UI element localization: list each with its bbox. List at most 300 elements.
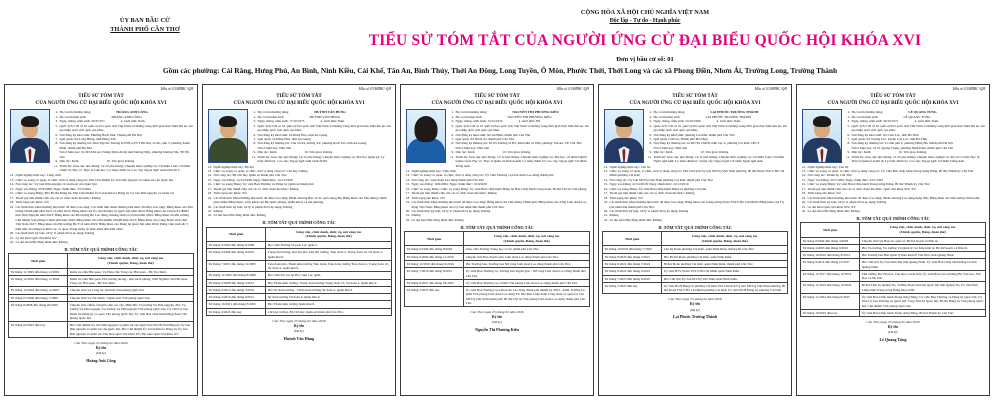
bio-mp-terms: 21. Không	[405, 213, 421, 218]
bio-home-town: 7. Quê quán: Xã Nhơn Ái, thành phố Cần Thơ	[451, 136, 515, 141]
cell-time: Từ tháng 11/2019 đến tháng 10/2024	[801, 282, 860, 294]
bio-rewards: 19. Các hình thức khen thưởng nhà nước đã được trao tặng: Huân chương Lao động hạng Nhì; Bằng khen của Thủ tướng Chính phủ.	[801, 195, 981, 200]
cell-work: Giáo viên Trường Trung học cơ sở, thành phố Cần Thơ.	[464, 246, 590, 253]
card-title-line1: TIỂU SỬ TÓM TẮT	[870, 93, 916, 100]
bio-health: 18. Tình trạng sức khỏe: Tốt	[603, 195, 643, 200]
cell-time: Từ tháng 7/2025 đến nay	[603, 282, 662, 294]
cell-work: Bí thư Tỉnh ủy Quảng Trị, Trưởng Đoàn đại biểu Quốc hội tỉnh Quảng Trị, Ủy viên Ban Chấp hành Trung ương Đảng khóa XIII.	[860, 282, 986, 294]
signature-signed-note: (Đã ký)	[492, 320, 502, 325]
bio-dob-gender: 3. Ngày, tháng, năm sinh: 20/3/1971 4. Giới tính: Nam.	[55, 119, 146, 124]
bio-organizations: 17. Tham gia làm thành viên của các tổ chức đoàn thể khác: Không	[207, 186, 299, 191]
card-title-line1: TIỂU SỬ TÓM TẮT	[276, 93, 322, 100]
form-code: Mẫu số 03/HĐBC-QH	[358, 87, 391, 91]
table-row	[603, 246, 788, 253]
bio-occupation: 12. Nghề nghiệp hiện nay: Cán bộ	[603, 164, 651, 169]
bio-birth-place: 6. Nơi đăng ký khai sinh: Phường Bạch Mai, Thành phố Hà Nội	[55, 132, 142, 137]
bio-occupation: 12. Nghề nghiệp hiện nay: Viên chức	[405, 169, 457, 174]
bio-birth-place: 6. Nơi đăng ký khai sinh: phường Cái Khế, thành phố Cần Thơ	[649, 132, 735, 137]
cell-time: Từ tháng 9/2014 đến tháng 10/2017	[801, 259, 860, 271]
signature-signed-note: (Đã ký)	[888, 330, 898, 335]
bio-occupation: 12. Nghề nghiệp hiện nay: Cán bộ	[801, 164, 849, 169]
bio-position: 13. Chức vụ trong cơ quan, tổ chức, đơn vị đang công tác: Phó Chủ tịch Ủy ban MTTQ Việt Nam phường, Bí thư Đoàn TNCS Hồ Chí Minh phường Cái Khế	[603, 169, 785, 178]
signature-place-date: Cần Thơ, ngày 25 tháng 02 năm 2026	[866, 320, 920, 325]
card-title	[206, 93, 392, 107]
cell-time: Từ tháng 12/2002 đến tháng 11/2004	[9, 275, 68, 287]
table-row	[9, 268, 194, 275]
bio-name-birth: 2. Họ và tên khai sinh LÊ QUANG TÙNG	[847, 114, 931, 119]
card-title-line2: CỦA NGƯỜI ỨNG CỬ ĐẠI BIỂU QUỐC HỘI KHÓA XVI	[827, 99, 959, 106]
col-work: Công việc, chức danh, chức vụ, nơi công tác (Chính quyền, Đảng, đoàn thể)	[860, 223, 986, 237]
cell-time: Từ tháng 8/2008 đến tháng 02/2020	[9, 301, 68, 321]
bio-items-top	[53, 109, 194, 172]
bio-education: 11. Trình độ: Giáo dục phổ thông: 12/12 phổ thông; Chuyên môn, nghiệp vụ: Kỹ sư Cơ khí; Học vị: Tiến sĩ Quản trị Kinh tế; Lý luận chính trị: Cao cấp; Ngoại ngữ: Cử nhân Tiếng Anh.	[845, 154, 981, 164]
table-row	[207, 241, 392, 248]
cell-time: Từ tháng 02/2025 đến nay	[9, 322, 68, 338]
work-history-table	[800, 222, 986, 317]
work-history-table	[602, 231, 788, 294]
cell-time: Từ tháng 9/1996 đến tháng 6/2001	[207, 249, 266, 261]
cell-time: Từ tháng 11/2005 đến tháng 8/2008	[207, 272, 266, 279]
table-row	[405, 246, 590, 253]
col-time: Thời gian	[207, 227, 266, 241]
identity-block	[8, 109, 194, 172]
cell-time: Từ tháng 10/2010 đến tháng 8/2014	[801, 252, 860, 259]
work-history-title: II. TÓM TẮT QUÁ TRÌNH CÔNG TÁC	[460, 224, 534, 230]
col-work: Công việc, chức danh, chức vụ, nơi công tác (Chính quyền, Đảng, đoàn thể)	[68, 254, 194, 268]
work-history-title: II. TÓM TẮT QUÁ TRÌNH CÔNG TÁC	[64, 246, 138, 252]
signature-label: Ký tên	[491, 315, 503, 320]
cell-work: Ủy viên Ban Chấp hành Trung ương Đảng, Bí thư Thành ủy Cần Thơ.	[860, 309, 986, 316]
bio-education: 11. Trình độ: Giáo dục phổ thông: 12/12 phổ thông; Chuyên môn, nghiệp vụ: Đại học, cử nhân Người nghèo Luật; Học vị: Thạc sĩ Quản trị kinh doanh; Lý luận chính trị: Cao cấp; Ngoại ngữ: Cử nhân Tiếng Anh.	[449, 154, 587, 168]
work-history-title: II. TÓM TẮT QUÁ TRÌNH CÔNG TÁC	[856, 215, 930, 221]
bio-nationality: 5. Quốc tịch: Chỉ có 01 quốc tịch là quốc tịch Việt Nam và không trong thời gian thực hiện thủ tục xin gia nhập quốc tịch quốc gia khác.	[451, 123, 589, 133]
bio-items-bottom	[206, 165, 392, 218]
bio-dob-gender: 3. Ngày, tháng, năm sinh: 24/10/1996 4. Giới tính: Nam.	[649, 119, 741, 124]
table-row	[405, 287, 590, 307]
cell-work: Ủy viên Ban Chấp hành Trung ương Đảng, Ủy viên Ban Thường vụ Đảng ủy Quốc hội, Ủy viên Ủy ban Thường vụ Quốc hội, Tổng Thư ký Quốc hội, Bí thư Đảng ủy Văn phòng Quốc hội, Chủ nhiệm Văn phòng Quốc hội.	[860, 294, 986, 310]
card-title-line2: CỦA NGƯỜI ỨNG CỬ ĐẠI BIỂU QUỐC HỘI KHÓA XVI	[35, 99, 167, 106]
bio-ethnicity-religion: 9. Dân tộc: Kinh 10. Tôn giáo: Không	[55, 159, 135, 164]
authority-line-2: THÀNH PHỐ CẦN THƠ	[110, 26, 180, 34]
form-code: Mẫu số 03/HĐBC-QH	[754, 87, 787, 91]
bio-items-top	[647, 109, 788, 163]
photo-hair	[21, 116, 39, 127]
cell-work: Chuyên viên Vụ Công tác đại biểu Văn phòng Quốc hội.	[68, 287, 194, 294]
candidate-photo	[208, 109, 248, 163]
national-header	[290, 8, 1000, 63]
bio-council: 22. Là đại biểu Hội đồng nhân dân: Không	[801, 208, 860, 213]
bio-occupation: 12. Nghề nghiệp hiện nay: Công chức	[9, 173, 62, 178]
table-header-row	[405, 232, 590, 246]
table-row	[207, 294, 392, 301]
bio-name-birth: 2. Họ và tên khai sinh HUỲNH VĂN HÙNG	[253, 114, 341, 119]
bio-ethnicity-religion: 9. Dân tộc: Kinh 10. Tôn giáo: Không	[649, 150, 729, 155]
bio-workplace: 14. Nơi công tác: Liên đoàn Lao động thành phố Cần Thơ	[405, 177, 485, 182]
bio-rewards: 19. Các hình thức khen thưởng nhà nước đã được trao tặng: Huân chương Bảo vệ Tổ quốc hạng Ba; Bằng khen của Thủ tướng Chính phủ; nhiều Bằng khen, Giấy khen của Bộ Quốc phòng, Quân khu 9 và địa phương.	[207, 195, 387, 205]
cell-work: Học viên đào tạo tại Học viện Lục quân.	[266, 272, 392, 279]
cell-time: Từ tháng 01/2008 đến tháng 7/2008	[9, 294, 68, 301]
bio-mp-terms: 21. Là đại biểu Quốc hội khóa XIV, XV	[801, 204, 856, 209]
bio-party-date: 15. Ngày vào Đảng: 10/9/2004; Ngày chính thức: 10/9/2005	[405, 182, 488, 187]
signature-place-date: Cần Thơ, ngày 25 tháng 02 năm 2026	[668, 297, 722, 302]
cell-time: Từ tháng 10/2021 đến tháng 3/2025	[207, 301, 266, 308]
identity-block	[800, 109, 986, 163]
signature-block	[800, 320, 986, 343]
bio-rewards: 19. Các hình thức khen thưởng nhà nước đã được trao tặng: Các hình thức khen thưởng nhà nước đã được trao tặng: Bằng khen của Thủ tướng Chính phủ năm 2021 và năm 2023; Bằng khen của Ủy ban thường vụ Quốc hội năm 2024; Bằng khen của Chủ tịch UBND tỉnh Thái Nguyên năm 2023; Bằng khen của Bộ trưởng Bộ Lao động, thương binh và xã hội năm 2024; Bằng khen của Bộ trưởng Chủ nhiệm Văn phòng Chính phủ năm 2020; Bằng khen của Chủ nhiệm VPQH năm 2013; Bằng khen của Công Đoàn viên chức Việt Nam 2017; Bằng khen của Bộ trưởng Bộ Y tế năm 2019; Bằng khen của Đảng bộ Quốc hội năm 2024; Đảng viên xuất sắc 5 năm liền của Đảng bộ khối các cơ quan Trung ương về năm 2024 đến năm 2022.	[9, 204, 193, 231]
card-title	[8, 93, 194, 107]
cell-work: Kiểm tra viên Hải quan, Vụ Pháp chế, Tổng cục Hải quan - Bộ Tài chính.	[68, 268, 194, 275]
col-time: Thời gian	[405, 232, 464, 246]
republic-name: CỘNG HÒA XÃ HỘI CHỦ NGHĨA VIỆT NAM	[580, 9, 710, 16]
bio-birth-place: 6. Nơi đăng ký khai sinh: xã Đồng Hòa, tỉnh An Giang	[253, 132, 328, 137]
table-row	[207, 308, 392, 315]
cell-work: Cán bộ Đoàn phường Cái Khế, quận Ninh Kiều, thành phố Cần Thơ.	[662, 246, 788, 253]
cell-time: Từ tháng 9/2008 đến tháng 5/2012	[207, 279, 266, 286]
bio-items-bottom	[404, 169, 590, 222]
signature-name: Nguyễn Thị Phương Kiều	[475, 327, 519, 333]
bio-organizations: 17. Tham gia làm thành viên của các tổ chức đoàn thể khác: Không	[405, 191, 497, 196]
cell-work: Ủy viên BTV Đoàn TNCS Hồ Chí Minh quận Ninh Kiều.	[662, 268, 788, 275]
bio-dob-gender: 3. Ngày, tháng, năm sinh: 17/10/1975 4. Giới tính: Nam.	[253, 119, 345, 124]
bio-council: 22. Là đại biểu Hội đồng nhân dân: Không	[603, 217, 662, 222]
bio-party-date: 15. Ngày vào Đảng: 14/12/1998; Ngày chính thức: 14/12/1999	[207, 177, 293, 182]
signature-block	[8, 341, 194, 364]
table-header-row	[603, 232, 788, 246]
bio-residence: 8. Nơi đăng ký thường trú: Số 83, Đường số B3, Khu Dân cư 91B, phường Tân An, TP. Cần Thơ Nơi ở hiện nay: Như trên	[451, 141, 582, 150]
bio-mp-terms: 21. Không	[207, 208, 223, 213]
bio-birth-place: 6. Nơi đăng ký khai sinh: Xã An Bình, thành phố Cần Thơ	[451, 132, 531, 137]
bio-workplace: 14. Nơi công tác: Bộ Chỉ huy Quân sự thành phố Cần Thơ	[207, 173, 287, 178]
candidate-photo	[802, 109, 842, 163]
bio-residence: 8. Nơi đăng ký thường trú: số 487/39 CMT8, Khu vực 4, phường Cái Khế, TP.CT Nơi ở hiện nay: Như trên	[649, 141, 760, 150]
cell-work: Chuyên viên Vụ Hợp tác quốc tế, Bộ Kế hoạch và Đầu tư.	[860, 237, 986, 244]
table-row	[801, 282, 986, 294]
cell-time: Từ tháng 4/2025 đến nay	[207, 308, 266, 315]
bio-home-town: 7. Quê quán: Cẩm Lệ, Thành phố Đà Nẵng	[649, 136, 708, 141]
form-code: Mẫu số 03/HĐBC-QH	[160, 87, 193, 91]
cell-work: Sư đoàn trưởng Sư đoàn 4, Quân khu 9.	[266, 294, 392, 301]
signature-signed-note: (Đã ký)	[690, 307, 700, 312]
bio-items-bottom	[602, 165, 788, 223]
cell-work: Thứ trưởng Bộ Văn hóa, Thể thao và Du lịch; Ủy viên Ban Cán sự Đảng Bộ Văn hóa, Thể thao và Du lịch.	[860, 270, 986, 282]
bio-organizations: 17. Tham gia làm thành viên của các tổ chức đoàn thể khác: Quốc hội khóa XIV, XV	[801, 186, 917, 191]
bio-residence: 8. Nơi đăng ký thường trú: Căn 5b-P4, đường 3/2, phường Rạch Giá, tỉnh An Giang Nơi ở hiện nay: Như trên	[253, 141, 367, 150]
table-header-row	[801, 223, 986, 237]
photo-hair	[813, 116, 831, 127]
card-title-line2: CỦA NGƯỜI ỨNG CỬ ĐẠI BIỂU QUỐC HỘI KHÓA XVI	[233, 99, 365, 106]
bio-name-used: 1. Họ và tên thường dùng LẠI PHƯỚC TRƯỜNG THÀNH	[649, 110, 759, 115]
photo-hair	[615, 116, 633, 127]
col-time: Thời gian	[603, 232, 662, 246]
bio-health: 18. Tình trạng sức khỏe: Tốt	[405, 195, 445, 200]
table-row	[207, 260, 392, 272]
bio-residence: 8. Nơi đăng ký thường trú: Tổ dân phố 4, phường Hồng Hà, thành phố Hà Nội Nơi ở hiện nay: số 01 Quang Trung, phường Ninh Kiều, thành phố Cần Thơ	[847, 141, 954, 150]
cell-time: Từ tháng 7/2001 đến tháng 10/2005	[207, 260, 266, 272]
work-history-table	[206, 227, 392, 316]
authority-line-1: ỦY BAN BẦU CỬ	[119, 17, 171, 24]
table-row	[9, 287, 194, 294]
table-row	[405, 253, 590, 260]
col-time: Thời gian	[9, 254, 68, 268]
cell-time: Từ tháng 7/2023 đến tháng 6/2025	[603, 275, 662, 282]
cell-time: Từ tháng 8/2022 đến tháng 6/2023	[603, 268, 662, 275]
cell-work: Chuyên viên Ban Tuyên giáo Liên đoàn Lao động thành phố Cần Thơ.	[464, 253, 590, 260]
signature-place-date: Cần Thơ, ngày 25 tháng 02 năm 2026	[74, 340, 128, 345]
col-work: Công việc, chức danh, chức vụ, nơi công tác (Chính quyền, Đảng, đoàn thể)	[266, 227, 392, 241]
bio-council: 22. Là đại biểu Hội đồng nhân dân: Không	[405, 217, 464, 222]
cell-time: Từ tháng 6/2012 đến tháng 3/2016	[207, 286, 266, 293]
cell-time: Từ tháng 9/1999 đến tháng 8/2004	[405, 246, 464, 253]
bio-organizations: 17. Tham gia làm thành viên của các tổ chức đoàn thể khác: Không	[603, 191, 695, 196]
form-code: Mẫu số 03/HĐBC-QH	[556, 87, 589, 91]
table-row	[603, 253, 788, 260]
work-history-body	[801, 237, 986, 317]
bio-home-town: 7. Quê quán: Xã Long Hưng, tỉnh Hưng Yên	[55, 136, 116, 141]
bio-rewards: 19. Các hình thức khen thưởng nhà nước đã được trao tặng: Bằng khen của Thủ tướng Chính phủ; Bằng khen của Tổng Liên đoàn Lao động Việt Nam; Bằng khen của Ủy ban nhân dân thành phố Cần Thơ.	[405, 200, 587, 209]
work-history-title: II. TÓM TẮT QUÁ TRÌNH CÔNG TÁC	[658, 224, 732, 230]
bio-nationality: 5. Quốc tịch: Chỉ có 01 quốc tịch là quốc tịch Việt Nam và không trong thời gian thực hiện thủ tục xin gia nhập quốc tịch quốc gia khác.	[253, 123, 391, 133]
bio-discipline: 20. Các hình thức kỷ luật, xử lý vi phạm đã bị áp dụng: Không	[9, 231, 95, 236]
identity-block	[602, 109, 788, 163]
table-header-row	[9, 254, 194, 268]
table-row	[9, 322, 194, 338]
col-time: Thời gian	[801, 223, 860, 237]
bio-education: 11. Trình độ: Giáo dục phổ thông: 12/12 phổ thông; Chuyên môn, nghiệp vụ: Đại học Quân sự; Lý luận chính trị: Cao cấp; Ngoại ngữ: Anh trình độ B1.	[251, 154, 385, 164]
work-history-table	[8, 253, 194, 337]
cell-time: Từ tháng 10/2018 đến tháng 7/2020	[603, 246, 662, 253]
table-row	[9, 275, 194, 287]
bio-party-position: 16. Chức vụ trong Đảng: Chức vụ trong Đảng: Ủy viên Ban Chấp hành Đảng bộ Ban Chấp hành Công đoàn, Bí thư Chi bộ Văn phòng	[405, 186, 587, 191]
bio-name-used: 1. Họ và tên thường dùng NGUYỄN THỊ PHƯƠNG KIỀU	[451, 110, 559, 115]
cell-time: Từ tháng 9/2021 đến tháng 02/2025	[405, 279, 464, 286]
bio-workplace: 14. Nơi công tác: Ủy ban Dân nguyện và Giám sát của Quốc hội	[9, 182, 97, 187]
signature-signed-note: (Đã ký)	[96, 351, 106, 356]
bio-party-date: 15. Ngày vào Đảng: 22/12/2018; Ngày chính thức: 22/12/2019	[603, 182, 689, 187]
bio-name-used: 1. Họ và tên thường dùng HOÀNG ANH CÔNG	[55, 110, 148, 115]
bio-home-town: 7. Quê quán: xã Đồng Hòa, tỉnh An Giang	[253, 136, 311, 141]
bio-dob-gender: 3. Ngày, tháng, năm sinh: 30/10/1971 4. Giới tính: Nam.	[847, 119, 939, 124]
table-row	[207, 301, 392, 308]
bio-party-position: 16. Chức vụ trong Đảng: Ủy viên Ban Chấp hành Trung ương Đảng, Bí thư Thành ủy Cần Thơ	[801, 182, 930, 187]
bio-workplace: 14. Nơi công tác: Ủy ban MTTQ Việt Nam phường Cái Khế, thành phố Cần Thơ	[603, 177, 713, 182]
signature-block	[602, 297, 788, 320]
table-row	[405, 279, 590, 286]
bio-items-bottom	[8, 173, 194, 244]
identity-block	[206, 109, 392, 163]
table-row	[603, 275, 788, 282]
bio-name-birth: 2. Họ và tên khai sinh HOÀNG ANH CÔNG	[55, 114, 142, 119]
cell-time: Từ tháng 11/2017 đến tháng 10/2019	[801, 270, 860, 282]
candidate-photo	[604, 109, 644, 163]
work-history-body	[207, 241, 392, 315]
candidate-card-2	[202, 84, 396, 396]
cell-time: Từ tháng 10/2025 đến nay	[801, 309, 860, 316]
bio-mp-terms: 21. Là đại biểu Quốc hội khóa XV	[9, 235, 57, 240]
table-header-row	[207, 227, 392, 241]
cell-work: Phó Chủ nhiệm Ủy ban Dân nguyện và giám sát của Quốc hội, Phó Bí thư Đảng ủy Ủy ban Dân nguyện và giám sát của Quốc hội, Phó Chủ nhiệm Ủy ban Kiểm tra Đảng ủy Ủy ban Dân nguyện và giám sát, Đại biểu Quốc hội khóa XV, Đại biểu Quốc hội khóa XV.	[68, 322, 194, 338]
signature-name: Lại Phước Trường Thành	[672, 314, 718, 320]
candidate-card-1	[4, 84, 198, 396]
bio-birth-place: 6. Nơi đăng ký khai sinh: Xã Cam Lộc, tỉnh Hà Tĩnh	[847, 132, 919, 137]
bio-discipline: 20. Các hình thức kỷ luật, xử lý vi phạm đã bị áp dụng: Không	[801, 200, 887, 205]
cell-time: Từ tháng 4/2016 đến tháng 9/2021	[207, 294, 266, 301]
election-unit: Đơn vị bầu cử số: 01	[616, 55, 674, 63]
cell-work: Ủy viên Ban Thường vụ, Trưởng ban Tuyên giáo - Nữ công Liên đoàn Lao động thành phố Cần Thơ.	[464, 268, 590, 280]
signature-block	[206, 319, 392, 342]
bio-residence: 8. Nơi đăng ký thường trú: Khu Tập thể Trường KTNN-GTVT Hà Nội, số 40, cụm 3, phường Xuân Đỉnh, thành phố Hà Nội Nơi ở hiện nay: Số D3/L84 An Vượng (Khu đô thị mới Dương Nội), phường Dương Nội, TP. Hà Nội	[55, 141, 190, 159]
table-row	[603, 268, 788, 275]
signature-name: Lê Quang Tùng	[879, 337, 907, 343]
bio-position: 13. Chức vụ trong cơ quan, tổ chức, đơn vị đang công tác: Ủy viên Ban chấp hành Trung ương Đảng, Bí thư Thành ủy Cần Thơ	[801, 169, 974, 174]
candidate-card-4	[598, 84, 792, 396]
cell-work: Phó Tham mưu trưởng, Trung đoàn trưởng Trung đoàn 10, Sư đoàn 4, Quân khu 9.	[266, 279, 392, 286]
document-header	[0, 0, 1000, 63]
bio-name-used: 1. Họ và tên thường dùng LÊ QUANG TÙNG	[847, 110, 937, 115]
signature-label: Ký tên	[689, 302, 701, 307]
bio-ethnicity-religion: 9. Dân tộc: Kinh 10. Tôn giáo: Không	[847, 150, 927, 155]
cell-work: Học viên Trường Sĩ quan Lục quân 2.	[266, 241, 392, 248]
table-row	[405, 268, 590, 280]
table-row	[801, 237, 986, 244]
bio-position: 13. Chức vụ trong cơ quan, tổ chức, đơn vị đang công tác: Phó Chủ nhiệm Ủy ban Dân nguyện và Giám sát của Quốc hội	[9, 177, 174, 182]
signature-block	[404, 310, 590, 333]
form-code: Mẫu số 03/HĐBC-QH	[952, 87, 985, 91]
national-motto: Độc lập - Tự do - Hạnh phúc	[609, 18, 681, 25]
bio-name-birth: 2. Họ và tên khai sinh LẠI PHƯỚC TRƯỜNG THÀNH	[649, 114, 751, 119]
bio-party-position: 16. Chức vụ trong Đảng: Ủy viên Ban Thường vụ Đảng ủy Quân sự thành phố	[207, 182, 314, 187]
bio-items-top	[845, 109, 986, 163]
photo-hair	[415, 116, 438, 142]
bio-home-town: 7. Quê quán: Xã Vượng Lộc, huyện Can Lộc, tỉnh Hà Tĩnh	[847, 136, 928, 141]
bio-items-top	[251, 109, 392, 163]
bio-nationality: 5. Quốc tịch: Chỉ có 01 quốc tịch là quốc tịch Việt Nam và không trong thời gian thực hiện thủ tục xin gia nhập quốc tịch quốc gia khác.	[847, 123, 985, 133]
cell-work: Bí thư Đoàn phường Cái Khế, quận Ninh Kiều, thành phố Cần Thơ.	[662, 260, 788, 267]
cell-work: Phó Chủ tịch Ủy ban MTTQ Việt Nam quận Ninh Kiều.	[662, 275, 788, 282]
cell-time: Từ tháng 8/2020 đến tháng 5/2021	[603, 253, 662, 260]
work-history-body	[9, 268, 194, 337]
bio-council: 22. Là đại biểu Hội đồng nhân dân: Không	[207, 213, 266, 218]
bio-discipline: 20. Các hình thức kỷ luật, xử lý vi phạm đã bị áp dụng: Không	[207, 204, 293, 209]
cell-time: Từ tháng 9/1993 đến tháng 8/1996	[207, 241, 266, 248]
bio-education: 11. Trình độ: Giáo dục phổ thông: 12/12 phổ thông; Chuyên môn, nghiệp vụ: Cử nhân Luật; Cử nhân chính trị; Học vị: Thạc sĩ Luật học; Lý luận chính trị: Cao cấp; Ngoại ngữ: Anh trình độ C.	[53, 163, 191, 173]
cell-work: Chuyên viên chính, Chuyên viên cao cấp, Hàm Phó Vụ trưởng Vụ Dân nguyện, Phó Vụ trưởng Vụ Dân nguyện, Vụ trưởng Vụ Dân nguyện Văn phòng Quốc hội, Ủy viên Ủy ban Kiểm tra Đảng ủy cơ quan Văn phòng Quốc hội, Ủy viên Ban chấp hành Đảng đoàn Văn phòng Quốc hội.	[68, 301, 194, 321]
cell-time: Từ tháng 11/2024 đến tháng 9/2025	[801, 294, 860, 310]
cell-work: Trung đội trưởng, Đại đội phó, Đại đội trưởng, Tiểu đoàn 2, Trung đoàn 10, Sư đoàn 4, Quân khu 9.	[266, 249, 392, 261]
bio-party-position: 16. Chức vụ trong Đảng: Phó Bí thư Đảng bộ, Phó Chủ nhiệm Ủy ban Kiểm tra Đảng ủy Ủy ban Dân nguyện và Giám sát	[9, 191, 174, 196]
bio-nationality: 5. Quốc tịch: Chỉ có 01 quốc tịch là quốc tịch Việt Nam và không trong thời gian thực hiện thủ tục xin gia nhập quốc tịch quốc gia khác.	[55, 123, 193, 133]
cell-time: Từ tháng 7/2016 đến tháng 8/2021	[405, 268, 464, 280]
bio-education: 11. Trình độ: Giáo dục phổ thông: 12/12 phổ thông; Chuyên môn, nghiệp vụ: Cử nhân Luật; Cử nhân Ngôn ngữ Anh; Lý luận chính trị: Trung cấp; Ngoại ngữ: Cử nhân Ngôn ngữ Anh.	[647, 154, 785, 164]
cell-time: Từ tháng 3/2025 đến nay	[405, 287, 464, 307]
bio-workplace: 14. Nơi công tác: Thành ủy Cần Thơ	[801, 173, 852, 178]
bio-health: 18. Tình trạng sức khỏe: Tốt	[9, 200, 49, 205]
signature-signed-note: (Đã ký)	[294, 329, 304, 334]
cell-time: Từ tháng 12/2010 đến tháng 6/2016	[405, 260, 464, 267]
bio-items-bottom	[800, 165, 986, 214]
candidate-card-3	[400, 84, 594, 396]
table-row	[603, 282, 788, 294]
bio-party-position: 16. Chức vụ trong Đảng: Ủy viên Ban Chấp hành Đảng bộ phường Cái Khế	[603, 186, 706, 191]
bio-discipline: 20. Các hình thức kỷ luật, xử lý vi phạm đã bị áp dụng: Không	[603, 208, 689, 213]
signature-place-date: Cần Thơ, ngày 25 tháng 02 năm 2026	[470, 310, 524, 315]
table-row	[405, 260, 590, 267]
table-row	[207, 272, 392, 279]
cell-work: Phó Tham mưu trưởng Quân khu 9.	[266, 301, 392, 308]
page-title: TIỂU SỬ TÓM TẮT CỦA NGƯỜI ỨNG CỬ ĐẠI BIỂU QUỐC HỘI KHÓA XVI	[368, 31, 922, 49]
card-title-line2: CỦA NGƯỜI ỨNG CỬ ĐẠI BIỂU QUỐC HỘI KHÓA XVI	[629, 99, 761, 106]
bio-discipline: 20. Các hình thức kỷ luật, xử lý vi phạm đã bị áp dụng: Không	[405, 208, 491, 213]
bio-ethnicity-religion: 9. Dân tộc: Kinh 10. Tôn giáo: Không	[253, 150, 333, 155]
bio-rewards: 19. Các hình thức khen thưởng nhà nước đã được trao tặng: Bằng khen của Trung ương Đoàn TNCS Hồ Chí Minh; Bằng khen của Ủy ban nhân dân thành phố Cần Thơ.	[603, 200, 785, 209]
cell-work: Phó Trưởng ban Ban Quản lý Khu kinh tế Vân Đồn, tỉnh Quảng Ninh.	[860, 252, 986, 259]
cell-work: Phó Bí thư Đoàn phường Cái Khế, quận Ninh Kiều.	[662, 253, 788, 260]
issuing-authority	[0, 8, 290, 63]
bio-ethnicity-religion: 9. Dân tộc: Kinh 10. Tôn giáo: Không	[451, 150, 531, 155]
bio-dob-gender: 3. Ngày, tháng, năm sinh: 13/12/1976 4. Giới tính: Nữ.	[451, 119, 541, 124]
cell-work: Ủy viên Ban Thường vụ Liên đoàn Lao động thành phố nhiệm kỳ 2023 - 2028, Trưởng bộ phận Văn phòng Liên đoàn Lao động TP, Phó Ban Chấp hành Công đoàn cơ quan Ủy ban MTTQ Việt Nam thành phố; Bí thư Chi bộ Văn phòng Liên đoàn Lao động thành phố Cần Thơ.	[464, 287, 590, 307]
cell-time: Từ tháng 6/2021 đến tháng 7/2022	[603, 260, 662, 267]
table-row	[603, 260, 788, 267]
cell-work: Phó Vụ trưởng, Vụ trưởng Vụ Quản lý các Khu kinh tế, Bộ Kế hoạch và Đầu tư.	[860, 244, 986, 251]
card-title-line1: TIỂU SỬ TÓM TẮT	[474, 93, 520, 100]
bio-mp-terms: 21. Không	[603, 213, 619, 218]
photo-hair	[219, 116, 237, 127]
cell-work: Tiểu đoàn phó, Tham mưu trưởng Tiểu đoàn, Tiểu đoàn trưởng Tiểu đoàn 2, Trung đoàn 10, Sư đoàn 4, Quân khu 9.	[266, 260, 392, 272]
bio-nationality: 5. Quốc tịch: Chỉ có 01 quốc tịch là quốc tịch Việt Nam và không trong thời gian thực hiện thủ tục xin gia nhập quốc tịch quốc gia khác.	[649, 123, 787, 133]
cell-time: Từ tháng 12/2004 đến tháng 12/2007	[9, 287, 68, 294]
card-title	[404, 93, 590, 107]
cell-work: Ủy viên BCH Đảng bộ phường Cái Khế, Phó Chủ tịch Ủy ban MTTQ Việt Nam phường, Bí thư Đoàn TNCS Hồ Chí Minh phường Cái Khế; Ủy viên BCH Đảng bộ phường Cái Khế.	[662, 282, 788, 294]
bio-items-top	[449, 109, 590, 168]
bio-position: 13. Chức vụ trong cơ quan, tổ chức, đơn vị đang công tác: Ủy viên Thường vụ Liên đoàn Lao động thành phố	[405, 173, 554, 178]
table-row	[207, 279, 392, 286]
table-row	[207, 249, 392, 261]
col-work: Công việc, chức danh, chức vụ, nơi công tác (Chính quyền, Đảng, đoàn thể)	[464, 232, 590, 246]
work-history-title: II. TÓM TẮT QUÁ TRÌNH CÔNG TÁC	[262, 220, 336, 226]
signature-label: Ký tên	[95, 346, 107, 350]
signature-label: Ký tên	[887, 325, 899, 330]
table-row	[9, 301, 194, 321]
bio-occupation: 12. Nghề nghiệp hiện nay: Bộ đội	[207, 164, 254, 169]
candidate-card-5	[796, 84, 990, 396]
card-title-line2: CỦA NGƯỜI ỨNG CỬ ĐẠI BIỂU QUỐC HỘI KHÓA XVI	[431, 99, 563, 106]
bio-organizations: 17. Tham gia làm thành viên của các tổ chức đoàn thể khác: Không	[9, 195, 101, 200]
table-row	[801, 244, 986, 251]
cell-time: Từ tháng 9/2004 đến tháng 11/2010	[405, 253, 464, 260]
cell-work: Kiểm tra viên Hải quan, Phó trưởng phòng - phụ trách phòng, Viện Nghiên cứu Hải quan, Tổng cục Hải quan - Bộ Tài chính.	[68, 275, 194, 287]
bio-position: 13. Chức vụ trong cơ quan, tổ chức, đơn vị đang công tác: Chỉ huy trưởng	[207, 169, 308, 174]
signature-label: Ký tên	[293, 324, 305, 329]
cell-time: Từ tháng 8/1994 đến tháng 3/2003	[801, 237, 860, 244]
signature-name: Hoàng Anh Công	[86, 357, 116, 363]
bio-health: 18. Tình trạng sức khỏe: Tốt	[801, 191, 841, 196]
bio-name-used: 1. Họ và tên thường dùng HUỲNH VĂN HÙNG	[253, 110, 346, 115]
table-row	[801, 252, 986, 259]
ward-list: Gồm các phường: Cái Răng, Hưng Phú, An Bình, Ninh Kiều, Cái Khế, Tân An, Bình Thủy, Thới An Đông, Long Tuyền, Ô Môn, Phước Thới, Thới Long và các xã Phong Điền, Nhơn Ái, Trường Long, Trường Thành	[162, 66, 838, 75]
work-history-body	[405, 246, 590, 307]
cell-time: Từ tháng 4/2003 đến tháng 9/2010	[801, 244, 860, 251]
cell-work: Phó Trưởng ban, Trưởng ban Nữ công Liên đoàn Lao động thành phố Cần Thơ.	[464, 260, 590, 267]
bio-name-birth: 2. Họ và tên khai sinh NGUYỄN THỊ PHƯƠNG KIỀU	[451, 114, 552, 119]
candidate-photo	[406, 109, 446, 163]
signature-name: Huỳnh Văn Hùng	[283, 335, 315, 341]
photo-torso	[209, 138, 247, 162]
table-row	[801, 294, 986, 310]
card-title	[800, 93, 986, 107]
cell-work: Chuyên viên Vụ Tài chính - Ngân sách Văn phòng Quốc hội.	[68, 294, 194, 301]
bio-party-date: 15. Ngày vào Đảng: 25/9/2000; Ngày chính thức: 25/5/2001	[9, 186, 92, 191]
card-title	[602, 93, 788, 107]
